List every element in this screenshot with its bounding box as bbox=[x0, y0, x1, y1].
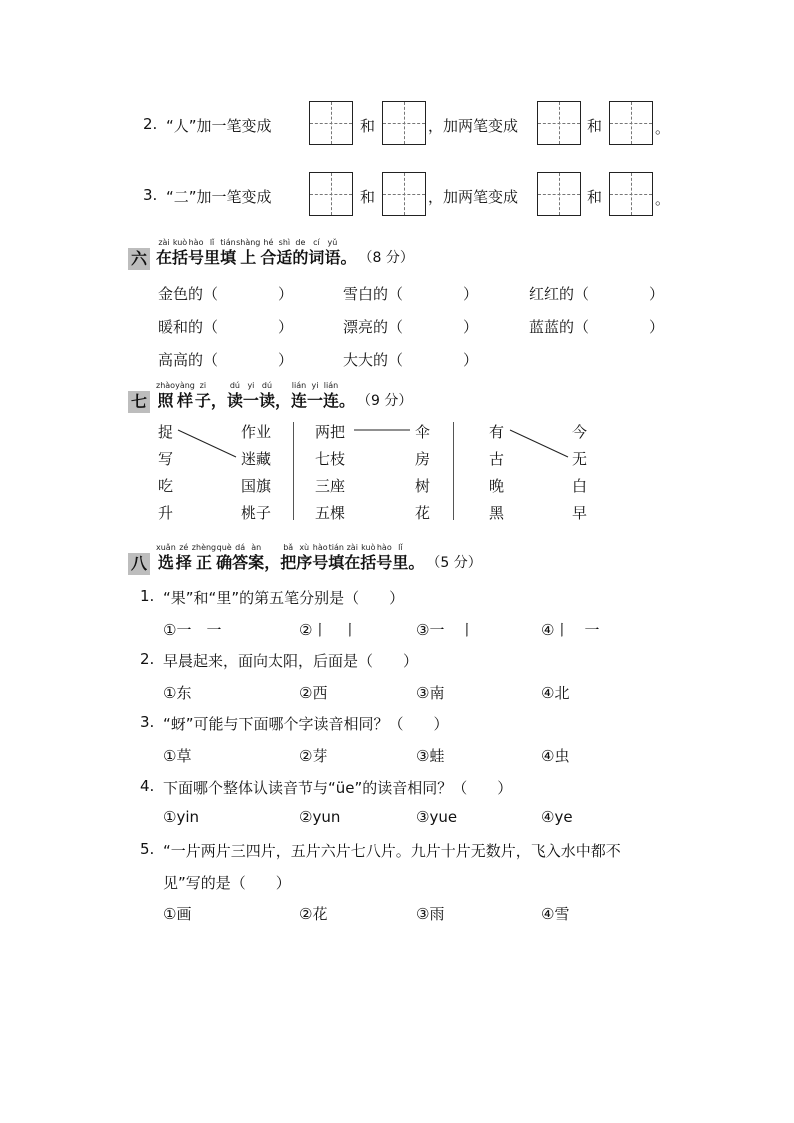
option-b[interactable]: ②芽 bbox=[299, 747, 328, 765]
question-number: 3. bbox=[143, 186, 158, 204]
title-char bbox=[392, 543, 408, 573]
pinyin-annotation: yi bbox=[311, 381, 319, 390]
title-char bbox=[376, 543, 392, 573]
hanzi-char: 号 bbox=[376, 553, 393, 572]
pinyin-annotation: shì bbox=[278, 238, 291, 247]
pinyin-annotation: xù bbox=[299, 543, 310, 552]
hanzi-char: ， bbox=[274, 391, 291, 410]
option-a[interactable]: ①东 bbox=[163, 684, 192, 702]
hanzi-char: 合 bbox=[260, 248, 277, 267]
fill-item: 高高的（ ） bbox=[158, 351, 294, 369]
hanzi-char: ， bbox=[210, 391, 227, 410]
section-score: （9 分） bbox=[357, 393, 413, 409]
pinyin-annotation: dú bbox=[261, 381, 273, 390]
option-d[interactable]: ④ye bbox=[541, 808, 573, 826]
title-char bbox=[176, 543, 192, 573]
option-c[interactable]: ③一 丨 bbox=[416, 621, 475, 639]
hanzi-char: 语 bbox=[324, 248, 341, 267]
match-left-item[interactable]: 三座 bbox=[315, 477, 346, 495]
option-a[interactable]: ①一 一 bbox=[163, 621, 222, 639]
pinyin-annotation: què bbox=[216, 543, 232, 552]
hanzi-char: 填 bbox=[220, 248, 237, 267]
pinyin-annotation: yi bbox=[247, 381, 255, 390]
option-c[interactable]: ③雨 bbox=[416, 905, 445, 923]
option-d[interactable]: ④北 bbox=[541, 684, 570, 702]
title-char bbox=[360, 543, 376, 573]
question-number: 2. bbox=[143, 115, 158, 133]
hanzi-char: 连 bbox=[323, 391, 340, 410]
pinyin-annotation: hào bbox=[376, 543, 392, 552]
pinyin-annotation: yǔ bbox=[327, 238, 338, 247]
option-b[interactable]: ②丨 丨 bbox=[299, 621, 358, 639]
conjunction-label: 和 bbox=[360, 188, 376, 206]
title-char bbox=[232, 543, 248, 573]
question-text: “蚜”可能与下面哪个字读音相同？（ ） bbox=[163, 715, 449, 733]
pinyin-annotation: dá bbox=[235, 543, 246, 552]
pinyin-annotation: lián bbox=[291, 381, 307, 390]
match-left-item[interactable]: 五棵 bbox=[315, 504, 346, 522]
question-text: “果”和“里”的第五笔分别是（ ） bbox=[163, 589, 405, 607]
title-char bbox=[156, 543, 176, 573]
option-d[interactable]: ④丨 一 bbox=[541, 621, 600, 639]
hanzi-char: 号 bbox=[312, 553, 329, 572]
match-left-item[interactable]: 有 bbox=[489, 423, 505, 441]
question-number: 3. bbox=[140, 713, 155, 731]
hanzi-char: 子 bbox=[194, 391, 211, 410]
section-number: 八 bbox=[128, 553, 150, 575]
match-left-item[interactable]: 黑 bbox=[489, 504, 505, 522]
fill-item: 红红的（ ） bbox=[529, 285, 665, 303]
pinyin-annotation: dú bbox=[229, 381, 240, 390]
hanzi-char: 括 bbox=[172, 248, 189, 267]
pinyin-annotation: àn bbox=[251, 543, 262, 552]
hanzi-char: 。 bbox=[408, 553, 425, 572]
pinyin-annotation: shàng bbox=[236, 238, 261, 247]
hanzi-char: 一 bbox=[306, 391, 323, 410]
title-char bbox=[248, 543, 264, 573]
option-a[interactable]: ①yin bbox=[163, 808, 199, 826]
hanzi-char: 词 bbox=[308, 248, 325, 267]
hanzi-char: 。 bbox=[339, 391, 356, 410]
match-right-item[interactable]: 国旗 bbox=[241, 477, 272, 495]
section-number: 六 bbox=[128, 248, 150, 270]
hanzi-char: 连 bbox=[290, 391, 307, 410]
pinyin-annotation: hào bbox=[188, 238, 204, 247]
fill-item: 雪白的（ ） bbox=[343, 285, 479, 303]
question-number: 5. bbox=[140, 840, 155, 858]
pinyin-annotation: kuò bbox=[172, 238, 188, 247]
question-number: 1. bbox=[140, 587, 155, 605]
hanzi-char: 择 bbox=[175, 553, 192, 572]
option-a[interactable]: ①草 bbox=[163, 747, 192, 765]
question-text: 下面哪个整体认读音节与“üe”的读音相同？（ ） bbox=[163, 779, 513, 797]
question-text: 早晨起来，面向太阳，后面是（ ） bbox=[163, 652, 419, 670]
match-right-item[interactable]: 早 bbox=[572, 504, 588, 522]
hanzi-char: 序 bbox=[296, 553, 313, 572]
section-score: （5 分） bbox=[426, 555, 482, 571]
question-text: “一片两片三四片，五片六片七八片。九片十片无数片，飞入水中都不 bbox=[163, 842, 621, 860]
match-right-item[interactable]: 无 bbox=[572, 450, 588, 468]
hanzi-char: 确 bbox=[216, 553, 233, 572]
hanzi-char: 读 bbox=[226, 391, 243, 410]
match-left-item[interactable]: 古 bbox=[489, 450, 505, 468]
hanzi-char: 一 bbox=[242, 391, 259, 410]
hanzi-char: 照 bbox=[157, 391, 174, 410]
fill-item: 金色的（ ） bbox=[158, 285, 294, 303]
match-right-item[interactable]: 伞 bbox=[415, 423, 431, 441]
fill-item: 漂亮的（ ） bbox=[343, 318, 479, 336]
hanzi-char: 案 bbox=[248, 553, 265, 572]
option-b[interactable]: ②yun bbox=[299, 808, 341, 826]
question-text: ，加两笔变成 bbox=[428, 188, 519, 206]
option-c[interactable]: ③yue bbox=[416, 808, 458, 826]
title-char bbox=[280, 543, 296, 573]
option-b[interactable]: ②花 bbox=[299, 905, 328, 923]
pinyin-annotation: lǐ bbox=[398, 543, 403, 552]
fill-item: 暖和的（ ） bbox=[158, 318, 294, 336]
match-left-item[interactable]: 七枝 bbox=[315, 450, 346, 468]
title-char bbox=[296, 543, 312, 573]
option-a[interactable]: ①画 bbox=[163, 905, 192, 923]
pinyin-annotation: bǎ bbox=[283, 543, 294, 552]
hanzi-char: 把 bbox=[280, 553, 297, 572]
conjunction-label: 和 bbox=[360, 117, 376, 135]
title-char bbox=[408, 543, 424, 573]
section-number: 七 bbox=[128, 391, 150, 413]
hanzi-char: 样 bbox=[176, 391, 193, 410]
fill-item: 蓝蓝的（ ） bbox=[529, 318, 665, 336]
pinyin-annotation: cí bbox=[313, 238, 320, 247]
connector-line bbox=[510, 430, 568, 457]
pinyin-annotation: zé bbox=[179, 543, 189, 552]
pinyin-annotation: xuǎn bbox=[156, 543, 176, 552]
hanzi-char: 上 bbox=[240, 248, 257, 267]
question-text: “二”加一笔变成 bbox=[166, 188, 272, 206]
hanzi-char: 填 bbox=[328, 553, 345, 572]
pinyin-annotation: lián bbox=[323, 381, 339, 390]
hanzi-char: 选 bbox=[157, 553, 174, 572]
hanzi-char: 括 bbox=[360, 553, 377, 572]
title-char bbox=[216, 543, 232, 573]
match-right-item[interactable]: 今 bbox=[572, 423, 588, 441]
pinyin-annotation: de bbox=[295, 238, 306, 247]
period-mark: 。 bbox=[655, 190, 671, 208]
pinyin-annotation: lǐ bbox=[209, 238, 215, 247]
match-right-item[interactable]: 树 bbox=[415, 477, 431, 495]
pinyin-annotation: tián bbox=[328, 543, 344, 552]
question-text-continued: 见”写的是（ ） bbox=[163, 874, 291, 892]
option-b[interactable]: ②西 bbox=[299, 684, 328, 702]
hanzi-char: 。 bbox=[340, 248, 357, 267]
option-d[interactable]: ④虫 bbox=[541, 747, 570, 765]
match-left-item[interactable]: 升 bbox=[158, 504, 174, 522]
pinyin-annotation: hé bbox=[263, 238, 274, 247]
hanzi-char: 答 bbox=[232, 553, 249, 572]
option-c[interactable]: ③蛙 bbox=[416, 747, 445, 765]
hanzi-char: 正 bbox=[195, 553, 212, 572]
match-left-item[interactable]: 晚 bbox=[489, 477, 505, 495]
hanzi-char: 在 bbox=[344, 553, 361, 572]
conjunction-label: 和 bbox=[587, 188, 603, 206]
option-d[interactable]: ④雪 bbox=[541, 905, 570, 923]
match-left-item[interactable]: 两把 bbox=[315, 423, 346, 441]
hanzi-char: 读 bbox=[258, 391, 275, 410]
match-right-item[interactable]: 白 bbox=[572, 477, 588, 495]
question-number: 2. bbox=[140, 650, 155, 668]
title-char bbox=[312, 543, 328, 573]
match-right-item[interactable]: 花 bbox=[415, 504, 431, 522]
pinyin-annotation: kuò bbox=[361, 543, 376, 552]
section-title bbox=[156, 543, 482, 573]
pinyin-annotation: tián bbox=[220, 238, 236, 247]
question-text: ，加两笔变成 bbox=[428, 117, 519, 135]
hanzi-char: 在 bbox=[156, 248, 173, 267]
title-char bbox=[328, 543, 344, 573]
pinyin-annotation: hào bbox=[312, 543, 328, 552]
hanzi-char: 里 bbox=[392, 553, 409, 572]
hanzi-char: 适 bbox=[276, 248, 293, 267]
match-right-item[interactable]: 桃子 bbox=[241, 504, 272, 522]
pinyin-annotation: zhèng bbox=[191, 543, 217, 552]
hanzi-char: 的 bbox=[292, 248, 309, 267]
connector-line bbox=[178, 430, 236, 457]
question-text: “人”加一笔变成 bbox=[166, 117, 272, 135]
pinyin-annotation: zhào bbox=[156, 381, 176, 390]
pinyin-annotation: zi bbox=[199, 381, 207, 390]
pinyin-annotation: yàng bbox=[175, 381, 195, 390]
title-char bbox=[192, 543, 216, 573]
hanzi-char: 号 bbox=[188, 248, 205, 267]
match-left-item[interactable]: 写 bbox=[158, 450, 174, 468]
fill-item: 大大的（ ） bbox=[343, 351, 479, 369]
title-char bbox=[264, 543, 280, 573]
section-score: （8 分） bbox=[358, 250, 414, 266]
title-char bbox=[344, 543, 360, 573]
match-left-item[interactable]: 捉 bbox=[158, 423, 174, 441]
pinyin-annotation: zài bbox=[158, 238, 170, 247]
match-right-item[interactable]: 作业 bbox=[241, 423, 272, 441]
period-mark: 。 bbox=[655, 119, 671, 137]
question-number: 4. bbox=[140, 777, 155, 795]
option-c[interactable]: ③南 bbox=[416, 684, 445, 702]
match-left-item[interactable]: 吃 bbox=[158, 477, 174, 495]
conjunction-label: 和 bbox=[587, 117, 603, 135]
match-right-item[interactable]: 房 bbox=[415, 450, 431, 468]
match-right-item[interactable]: 迷藏 bbox=[241, 450, 272, 468]
pinyin-annotation: zài bbox=[346, 543, 358, 552]
hanzi-char: 里 bbox=[204, 248, 221, 267]
hanzi-char: ， bbox=[264, 553, 281, 572]
